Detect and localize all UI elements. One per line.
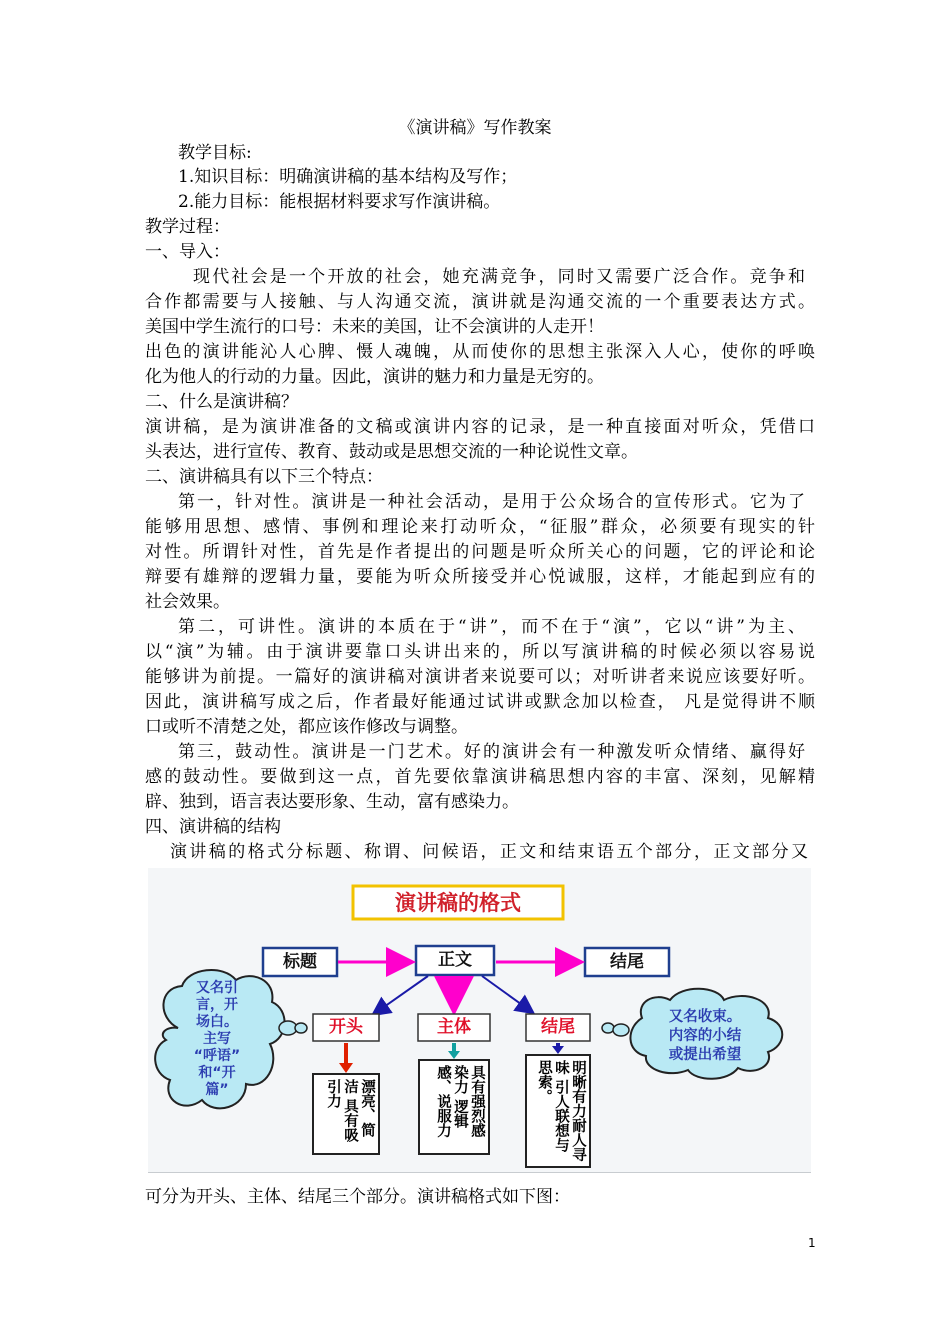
intro-paragraph-line: 现代社会是一个开放的社会，她充满竞争，同时又需要广泛合作。竞争和 [193, 267, 805, 287]
opening-desc-1: 漂亮、简洁 [342, 1079, 375, 1137]
feature-1-line: 第一，针对性。演讲是一种社会活动，是用于公众场合的宣传形式。它为了 [178, 492, 805, 512]
closing-desc-1: 明晰有力耐人寻味 [553, 1060, 586, 1162]
main-desc-box [418, 1059, 490, 1155]
process-heading: 教学过程： [145, 217, 230, 237]
feature-2-line: 因此，演讲稿写成之后，作者最好能通过试讲或默念加以检查， 凡是觉得讲不顺 [145, 692, 815, 712]
arrow-body-to-closing [482, 976, 532, 1012]
definition-line: 头表达，进行宣传、教育、鼓动或是思想交流的一种论说性文章。 [145, 442, 638, 462]
section-3-heading: 二、演讲稿具有以下三个特点： [145, 467, 383, 487]
feature-2-line: 第二，可讲性。演讲的本质在于“讲”，而不在于“演”，它以“讲”为主、 [178, 617, 805, 637]
opening-desc-box [312, 1073, 380, 1155]
section-2-heading: 二、什么是演讲稿？ [145, 392, 298, 412]
closing-label: 结尾 [541, 1017, 575, 1037]
right-cloud-text: 又名收束。 内容的小结 或提出希望 [668, 1009, 742, 1063]
ending-box-label: 结尾 [610, 952, 644, 972]
intro-paragraph-line: 合作都需要与人接触、与人沟通交流，演讲就是沟通交流的一个重要表达方式。 [145, 292, 815, 312]
closing-desc-box [525, 1054, 591, 1168]
body-box-label: 正文 [438, 950, 472, 970]
intro-paragraph-line: 出色的演讲能沁人心脾、慑人魂魄，从而使你的思想主张深入人心，使你的呼唤 [145, 342, 815, 362]
feature-1-line: 能够用思想、感情、事例和理论来打动听众，“征服”群众，必须要有现实的针 [145, 517, 815, 537]
feature-3-line: 辟、独到，语言表达要形象、生动，富有感染力。 [145, 792, 519, 812]
main-label: 主体 [437, 1017, 471, 1037]
feature-1-line: 社会效果。 [145, 592, 230, 612]
intro-paragraph-line: 化为他人的行动的力量。因此，演讲的魅力和力量是无穷的。 [145, 367, 604, 387]
opening-desc-2: 具有吸引力 [325, 1079, 358, 1143]
goal-1: 1.知识目标：明确演讲稿的基本结构及写作； [178, 167, 518, 187]
page-number: 1 [808, 1236, 816, 1250]
goals-heading: 教学目标: [178, 143, 252, 163]
closing-desc-2: 引人联想与思索。 [536, 1060, 569, 1153]
feature-1-line: 辩要有雄辩的逻辑力量，要能为听众所接受并心悦诚服，这样，才能起到应有的 [145, 567, 815, 587]
diagram-title: 演讲稿的格式 [395, 891, 521, 915]
left-cloud-text: 又名引 言，开 场白。 主写 “呼语” 和“开 篇” [193, 980, 241, 1098]
intro-paragraph-line: 美国中学生流行的口号：未来的美国，让不会演讲的人走开！ [145, 317, 604, 337]
feature-2-line: 以“演”为辅。由于演讲要靠口头讲出来的，所以写演讲稿的时候必须以容易说 [145, 642, 815, 662]
title-box-label: 标题 [283, 952, 317, 972]
arrow-body-to-opening [374, 976, 428, 1014]
section-1-heading: 一、导入： [145, 242, 230, 262]
feature-2-line: 能够讲为前提。一篇好的演讲稿对演讲者来说要可以；对听讲者来说应该要好听。 [145, 667, 815, 687]
page-title: 《演讲稿》写作教案 [398, 118, 552, 138]
feature-2-line: 口或听不清楚之处，都应该作修改与调整。 [145, 717, 468, 737]
opening-label: 开头 [329, 1017, 363, 1037]
structure-paragraph-line: 演讲稿的格式分标题、称谓、问候语，正文和结束语五个部分，正文部分又 [170, 842, 808, 862]
feature-3-line: 感的鼓动性。要做到这一点，首先要依靠演讲稿思想内容的丰富、深刻，见解精 [145, 767, 815, 787]
feature-1-line: 对性。所谓针对性，首先是作者提出的问题是听众所关心的问题，它的评论和论 [145, 542, 815, 562]
main-desc-1: 具有强烈感染力 [452, 1065, 485, 1138]
definition-line: 演讲稿，是为演讲准备的文稿或演讲内容的记录，是一种直接面对听众，凭借口 [145, 417, 815, 437]
feature-3-line: 第三，鼓动性。演讲是一门艺术。好的演讲会有一种激发听众情绪、赢得好 [178, 742, 805, 762]
section-4-heading: 四、演讲稿的结构 [145, 817, 281, 837]
speech-format-diagram [148, 868, 811, 1173]
goal-2: 2.能力目标：能根据材料要求写作演讲稿。 [178, 192, 501, 212]
structure-paragraph-line: 可分为开头、主体、结尾三个部分。演讲稿格式如下图： [145, 1187, 570, 1207]
main-desc-2: 逻辑感、说服力 [435, 1065, 468, 1138]
